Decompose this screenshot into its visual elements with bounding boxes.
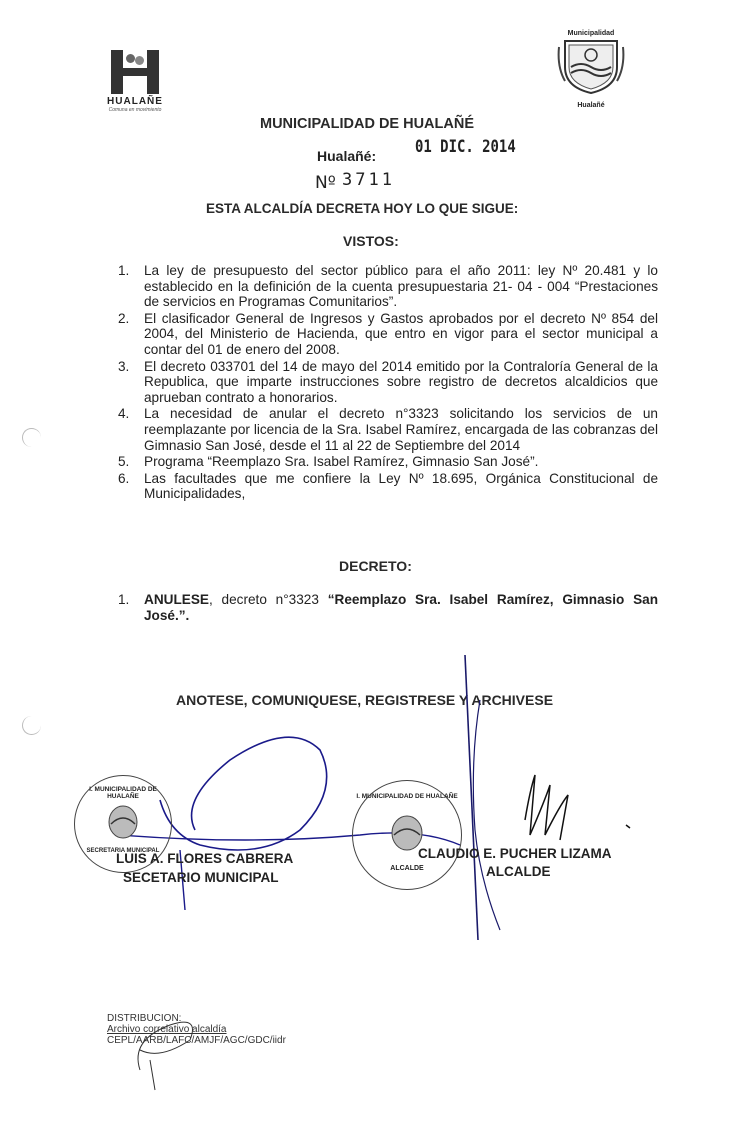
- stamp-bottom-text: SECRETARIA MUNICIPAL: [86, 848, 160, 854]
- decreto-item: 1. ANULESE, decreto n°3323 “Reemplazo Sra. Isabel Ramírez, Gimnasio San José.”.: [118, 592, 658, 623]
- stamp-top-text: I. MUNICIPALIDAD DE HUALAÑE: [356, 793, 458, 800]
- place-label: Hualañé:: [317, 148, 377, 164]
- closing-statement: ANOTESE, COMUNIQUESE, REGISTRESE Y ARCHIVESE: [176, 692, 554, 708]
- mayor-name: CLAUDIO E. PUCHER LIZAMA: [418, 846, 612, 861]
- vistos-item: 3. El decreto 033701 del 14 de mayo del 2014 emitido por la Contraloría General de la Republica, que imparte instrucciones sobre registro de decretos alcaldicios que aprueban contrato a honorarios.: [118, 358, 658, 405]
- stamp-bottom-text: ALCALDE: [390, 865, 424, 872]
- decreto-title: DECRETO:: [339, 558, 412, 574]
- distribution-line-1: Archivo correlativo alcaldía: [107, 1024, 227, 1035]
- mayor-stamp: [352, 780, 462, 890]
- decree-intro: ESTA ALCALDÍA DECRETA HOY LO QUE SIGUE:: [206, 201, 519, 216]
- crest-bottom-text: Hualañé: [577, 102, 605, 109]
- date-stamp: 01 DIC. 2014: [415, 137, 516, 157]
- logo-tagline: Comuna en movimiento: [108, 107, 162, 113]
- document-title: MUNICIPALIDAD DE HUALAÑÉ: [260, 116, 475, 132]
- distribution-label: DISTRIBUCION:: [107, 1013, 182, 1024]
- stamp-top-text: I. MUNICIPALIDAD DE HUALAÑE: [89, 786, 157, 800]
- secretary-title: SECETARIO MUNICIPAL: [123, 870, 279, 885]
- coat-of-arms-icon: [103, 802, 143, 842]
- decree-number: 3711: [342, 170, 395, 190]
- distribution-line-2: CEPL/AARB/LAFC/AMJF/AGC/GDC/iidr: [107, 1035, 286, 1046]
- logo-name: HUALAÑE: [107, 96, 163, 107]
- vistos-item: 4. La necesidad de anular el decreto n°3323 solicitando los servicios de un reemplazante por licencia de la Sra. Isabel Ramírez, encargada de las cobranzas del Gimnasio San José, desde el 11 al 22 de Septiembre del 2014: [118, 406, 658, 453]
- crest-top-text: Municipalidad: [567, 30, 615, 37]
- punch-hole: [22, 428, 41, 447]
- punch-hole: [22, 716, 41, 735]
- distribution-block: [107, 1013, 286, 1046]
- vistos-item: 1. La ley de presupuesto del sector público para el año 2011: ley Nº 20.481 y lo establecido en la definición de la cuenta presupuestaria 21- 04 - 004 “Prestaciones de servicios en Programas Comunitarios”.: [118, 263, 658, 310]
- vistos-item: 2. El clasificador General de Ingresos y Gastos aprobados por el decreto Nº 854 del 2004, del Ministerio de Hacienda, que entro en vigor para el sector municipal a contar del 01 de enero del 2008.: [118, 310, 658, 357]
- number-label: Nº: [315, 173, 336, 193]
- secretary-name: LUIS A. FLORES CABRERA: [116, 851, 294, 866]
- vistos-item: 6. Las facultades que me confiere la Ley Nº 18.695, Orgánica Constitucional de Municipalidades,: [118, 470, 658, 502]
- mayor-title: ALCALDE: [486, 864, 551, 879]
- vistos-item: 5. Programa “Reemplazo Sra. Isabel Ramírez, Gimnasio San José”.: [118, 454, 539, 470]
- vistos-title: VISTOS:: [343, 233, 399, 249]
